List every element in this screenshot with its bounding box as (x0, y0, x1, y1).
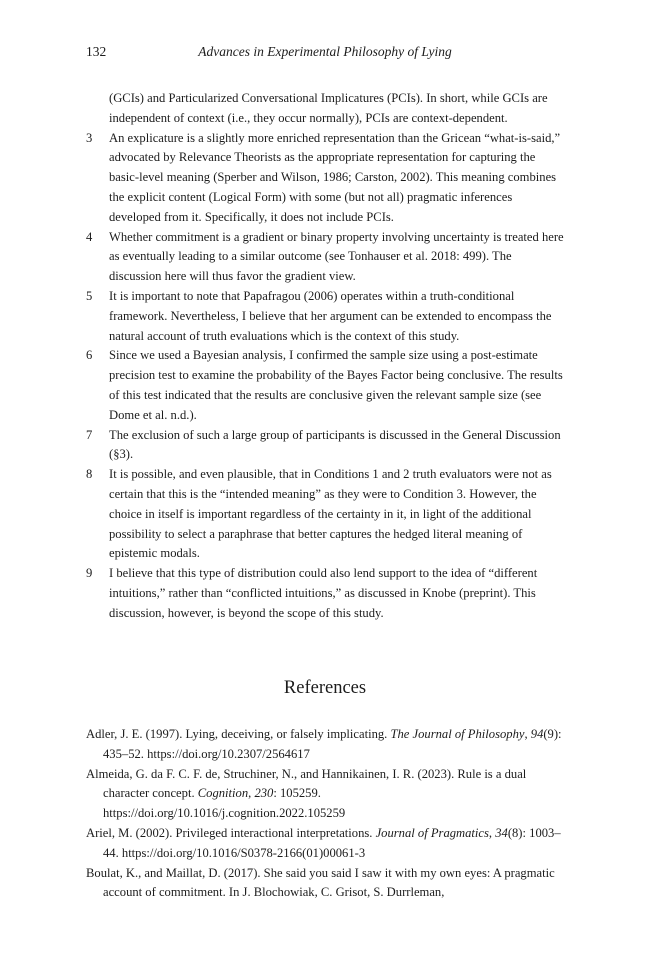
reference-text: (9): 435–52. https://doi.org/10.2307/2564617 (103, 727, 562, 761)
endnote-number: 6 (86, 348, 93, 363)
endnote (86, 287, 566, 346)
endnote (86, 89, 566, 129)
endnote-text: Since we used a Bayesian analysis, I confirmed the sample size using a post-estimate precision test to examine the probability of the Bayes Factor being conclusive. The results of this test indicated that the results are conclusive given the relevant sample size (see Dome et al. n.d.). (109, 348, 563, 422)
endnote (86, 465, 566, 564)
endnote-text: The exclusion of such a large group of participants is discussed in the General Discussion (§3). (109, 427, 561, 462)
endnote (86, 564, 566, 623)
reference-text: Adler, J. E. (1997). Lying, deceiving, or falsely implicating. (86, 727, 391, 741)
page-number: 132 (86, 44, 107, 59)
reference-text: Almeida, G. da F. C. F. de, Struchiner, N., and Hannikainen, I. R. (2023). Rule is a dual character concept. (86, 766, 527, 801)
reference-volume: 230 (254, 786, 274, 801)
reference-volume: 34 (495, 825, 508, 840)
endnote-number: 3 (86, 130, 93, 145)
reference-text: Boulat, K., and Maillat, D. (2017). She said you said I saw it with my own eyes: A pragmatic account of commitment. In J. Blochowiak, C. Grisot, S. Durrleman, (86, 865, 555, 900)
endnote-text: I believe that this type of distribution could also lend support to the idea of “different intuitions,” rather than “conflicted intuitions,” as discussed in Knobe (preprint). This discussion, however, is beyond the scope of this study. (109, 566, 538, 620)
endnote-number: 7 (86, 427, 93, 442)
references-list (86, 725, 566, 903)
reference-text: , (488, 825, 496, 840)
reference-text: , (248, 786, 255, 801)
reference-text: Ariel, M. (2002). Privileged interactional interpretations. (86, 825, 376, 840)
endnote-text: Whether commitment is a gradient or binary property involving uncertainty is treated here as eventually leading to a similar outcome (see Tonhauser et al. 2018: 499). The discussion here will thus favor the gradient view. (109, 229, 564, 284)
endnote (86, 129, 566, 228)
endnote-text: It is possible, and even plausible, that in Conditions 1 and 2 truth evaluators were not as certain that this is the “intended meaning” as they were to Condition 3. However, the choice in itself is important regardless of the certainty in it, in light of the additional possibility to select a paraphrase that better captures the hedged literal meaning of epistemic modals. (109, 467, 552, 561)
endnote-text: An explicature is a slightly more enriched representation than the Gricean “what-is-said,” advocated by Relevance Theorists as the appropriate representation for capturing the basic-level meaning (Sperber and Wilson, 1986; Carston, 2002). This meaning combines the explicit content (Logical Form) with some (but not all) pragmatic inferences developed from it. Specifically, it does not include PCIs. (109, 130, 561, 224)
reference-journal: Journal of Pragmatics (375, 825, 489, 840)
endnote-text: (GCIs) and Particularized Conversational Implicatures (PCIs). In short, while GCIs are independent of context (i.e., they occur normally), PCIs are context-dependent. (109, 91, 548, 125)
endnote-number: 9 (86, 566, 93, 581)
endnote-text: It is important to note that Papafragou (2006) operates within a truth-conditional framework. Nevertheless, I believe that her argument can be extended to encompass the natural account of truth evaluations which is the context of this study. (109, 288, 552, 343)
endnote-number: 4 (86, 229, 93, 244)
endnote (86, 426, 566, 466)
reference-journal: The Journal of Philosophy (390, 727, 525, 741)
endnotes (86, 89, 566, 624)
running-title: Advances in Experimental Philosophy of Lying (198, 44, 452, 59)
endnote (86, 346, 566, 425)
reference-volume: 94 (530, 727, 544, 741)
page-header (86, 44, 564, 64)
reference-text: , (524, 727, 531, 741)
endnote (86, 228, 566, 287)
references-heading: References (283, 678, 367, 698)
reference-entry (86, 725, 566, 765)
reference-entry (86, 824, 566, 864)
reference-text: (8): 1003–44. https://doi.org/10.1016/S0378-2166(01)00061-3 (103, 825, 561, 860)
reference-text: : 105259. https://doi.org/10.1016/j.cognition.2022.105259 (103, 786, 346, 821)
reference-journal: Cognition (197, 786, 249, 801)
reference-entry (86, 765, 566, 824)
reference-entry (86, 864, 566, 904)
endnote-number: 5 (86, 288, 93, 303)
endnote-number: 8 (86, 467, 93, 482)
